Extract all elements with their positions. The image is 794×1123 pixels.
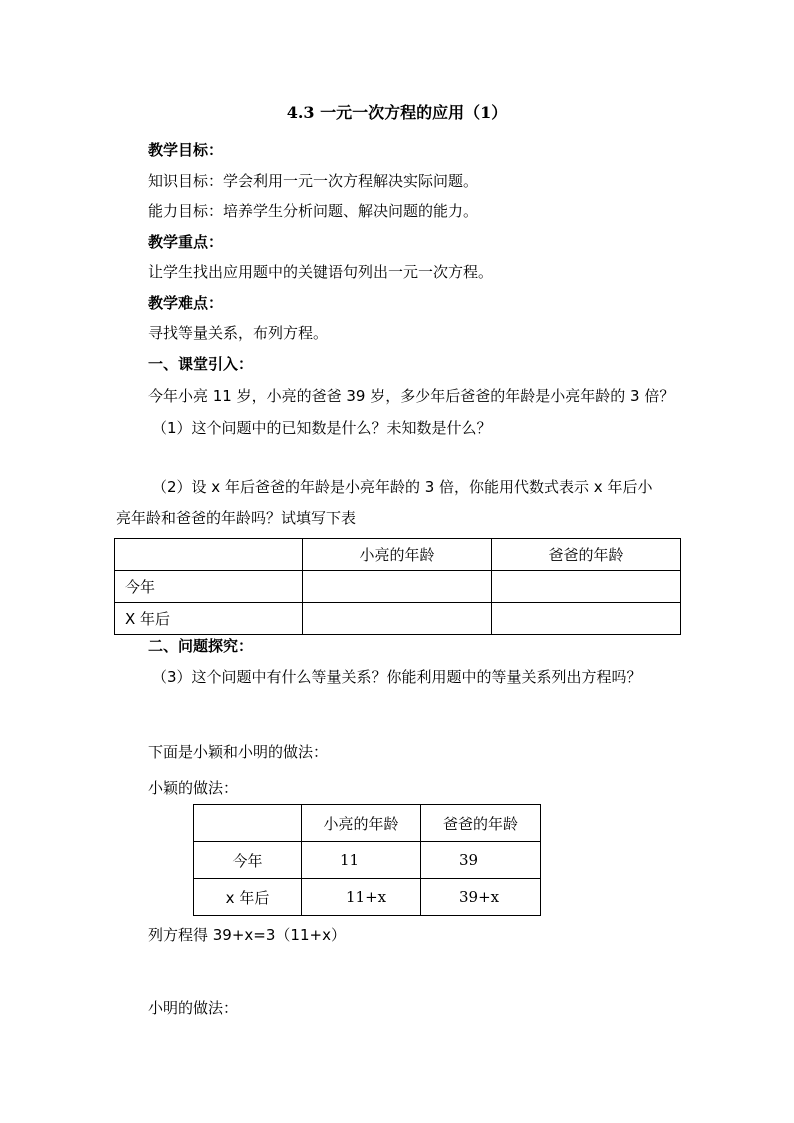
table-row-label: 今年 xyxy=(115,571,303,603)
difficulty-heading: 教学难点： xyxy=(148,294,224,312)
xiaoming-heading: 小明的做法： xyxy=(148,999,239,1017)
table-header-xiaoliang: 小亮的年龄 xyxy=(302,805,421,842)
xiaoying-table xyxy=(193,804,541,916)
table-row xyxy=(194,842,541,879)
table-header-father: 爸爸的年龄 xyxy=(421,805,541,842)
methods-intro: 下面是小颖和小明的做法： xyxy=(148,743,329,761)
ability-goal: 能力目标：培养学生分析问题、解决问题的能力。 xyxy=(148,202,479,220)
table-cell xyxy=(303,571,492,603)
table-cell xyxy=(194,805,302,842)
xiaoying-heading: 小颖的做法： xyxy=(148,779,239,797)
table-cell xyxy=(492,603,681,635)
table-row-label: X 年后 xyxy=(115,603,303,635)
question-2-line2: 亮年龄和爸爸的年龄吗？试填写下表 xyxy=(116,509,357,527)
table-cell xyxy=(492,571,681,603)
problem-text: 今年小亮 11 岁，小亮的爸爸 39 岁，多少年后爸爸的年龄是小亮年龄的 3 倍？ xyxy=(148,387,675,405)
knowledge-goal: 知识目标：学会利用一元一次方程解决实际问题。 xyxy=(148,172,479,190)
table-cell xyxy=(303,603,492,635)
table-cell: 11 xyxy=(302,842,421,879)
difficulty-text: 寻找等量关系，布列方程。 xyxy=(148,324,329,342)
section1-heading: 一、课堂引入： xyxy=(148,355,254,373)
fill-in-table xyxy=(114,538,681,635)
objectives-heading: 教学目标： xyxy=(148,141,224,159)
question-1: （1）这个问题中的已知数是什么？未知数是什么？ xyxy=(152,419,492,437)
table-cell: 39+x xyxy=(421,879,541,916)
table-cell xyxy=(115,539,303,571)
table-header-father: 爸爸的年龄 xyxy=(492,539,681,571)
table-header-xiaoliang: 小亮的年龄 xyxy=(303,539,492,571)
key-heading: 教学重点： xyxy=(148,233,224,251)
table-header-row xyxy=(194,805,541,842)
question-3: （3）这个问题中有什么等量关系？你能利用题中的等量关系列出方程吗？ xyxy=(152,668,642,686)
table-row xyxy=(115,571,681,603)
equation: 列方程得 39+x=3（11+x） xyxy=(148,926,346,944)
table-row xyxy=(115,603,681,635)
table-row xyxy=(194,879,541,916)
table-row-label: x 年后 xyxy=(194,879,302,916)
section2-heading: 二、问题探究： xyxy=(148,637,254,655)
question-2-line1: （2）设 x 年后爸爸的年龄是小亮年龄的 3 倍，你能用代数式表示 x 年后小 xyxy=(152,478,653,496)
key-text: 让学生找出应用题中的关键语句列出一元一次方程。 xyxy=(148,263,494,281)
table-cell: 11+x xyxy=(302,879,421,916)
table-cell: 39 xyxy=(421,842,541,879)
page-title: 4.3 一元一次方程的应用（1） xyxy=(286,103,508,122)
table-row-label: 今年 xyxy=(194,842,302,879)
table-header-row xyxy=(115,539,681,571)
